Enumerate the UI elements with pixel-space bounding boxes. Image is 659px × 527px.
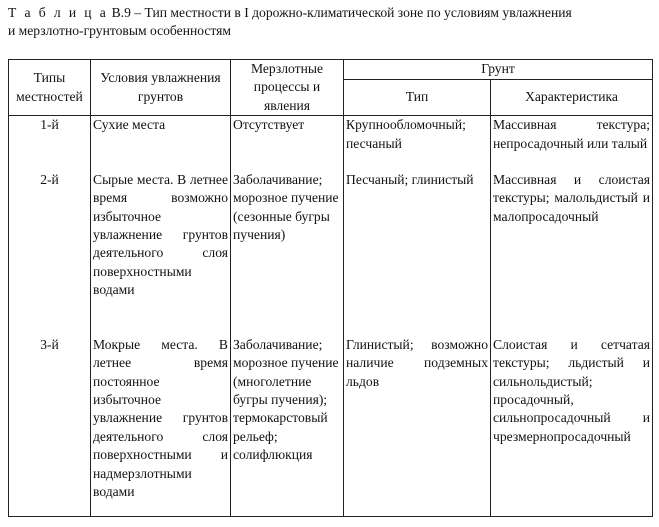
row-1-char: Массивная текстура; непросадочный или талый <box>491 116 653 171</box>
row-2-num: 2-й <box>9 171 91 336</box>
table-row <box>9 116 653 171</box>
row-1-permafrost: Отсутствует <box>231 116 344 171</box>
row-2-moisture: Сырые места. В летнее время возможно избыточное увлажнение грунтов деятельного слоя поверхностными водами <box>91 171 231 336</box>
header-ground: Грунт <box>344 60 653 80</box>
row-3-num: 3-й <box>9 336 91 517</box>
table-row <box>9 336 653 517</box>
row-1-type: Крупнообломочный; песчаный <box>344 116 491 171</box>
terrain-table <box>8 59 653 517</box>
header-types: Типы местностей <box>9 60 91 116</box>
row-3-moisture: Мокрые места. В летнее время постоянное избыточное увлажнение грунтов деятельного слоя поверхностными и надмерзлотными водами <box>91 336 231 517</box>
row-2-type: Песчаный; глинистый <box>344 171 491 336</box>
row-2-char: Массивная и слоистая текстуры; малольдистый и малопросадочный <box>491 171 653 336</box>
row-1-num: 1-й <box>9 116 91 171</box>
table-caption <box>8 4 653 40</box>
caption-title-line-2: и мерзлотно-грунтовым особенностям <box>8 23 232 38</box>
header-ground-type: Тип <box>344 80 491 116</box>
caption-title-line-1: В.9 – Тип местности в I дорожно-климатической зоне по условиям увлажнения <box>108 5 572 20</box>
header-moisture: Условия увлажнения грунтов <box>91 60 231 116</box>
header-permafrost: Мерзлотные процессы и явления <box>231 60 344 116</box>
caption-lead: Т а б л и ц а <box>8 5 109 20</box>
row-3-type: Глинистый; возможно наличие подземных льдов <box>344 336 491 517</box>
caption-line-1 <box>8 4 653 22</box>
row-3-char: Слоистая и сетчатая текстуры; льдистый и сильнольдистый; просадочный, сильнопросадочный и чрезмернопросадочный <box>491 336 653 517</box>
row-1-moisture: Сухие места <box>91 116 231 171</box>
row-3-permafrost: Заболачивание; морозное пучение (многолетние бугры пучения); термокарстовый рельеф; солифлюкция <box>231 336 344 517</box>
table-row <box>9 171 653 336</box>
row-2-permafrost: Заболачивание; морозное пучение (сезонные бугры пучения) <box>231 171 344 336</box>
header-ground-char: Характеристика <box>491 80 653 116</box>
